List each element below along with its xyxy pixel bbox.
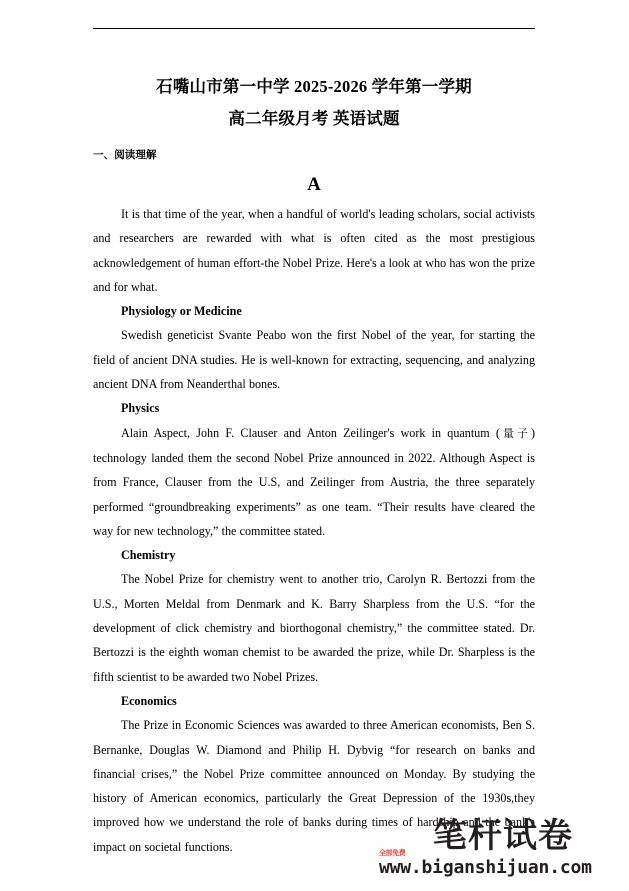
section-label-reading-comprehension: 一、阅读理解 [93,149,157,161]
paragraph-physics [93,421,535,543]
subheading-chemistry: Chemistry [121,548,176,563]
paragraph-chemistry: The Nobel Prize for chemistry went to another trio, Carolyn R. Bertozzi from the U.S., Morten Meldal from Denmark and K. Barry Sharpless from the U.S. “for the development of click chemistry and biorthogonal chemistry,” the committee stated. Dr. Bertozzi is the eighth woman chemist to be awarded the prize, while Dr. Sharpless is the fifth scientist to be awarded two Nobel Prizes. [93,572,535,684]
paragraph-physics-part1: Alain Aspect, John F. Clauser and Anton Zeilinger's work in quantum ( [121,425,500,440]
subheading-physiology-or-medicine: Physiology or Medicine [121,304,242,319]
watermark-brand-text: 笔杆试卷 [433,816,573,856]
subheading-economics: Economics [121,693,177,708]
document-content [93,72,535,859]
header-divider-rule [93,28,535,29]
paragraph-physiology: Swedish geneticist Svante Peabo won the first Nobel of the year, for starting the field of ancient DNA studies. He is well-known for extracting, sequencing, and analyzing ancient DNA from Neanderthal bones. [93,328,535,392]
page-title: 石嘴山市第一中学 2025-2026 学年第一学期 [156,77,472,96]
watermark-url-text: www.biganshijuan.com [379,857,592,878]
physics-chinese-gloss: 量子 [499,426,531,440]
watermark-free-badge: 全部免费 [379,849,406,857]
watermark [379,817,611,881]
passage-letter-heading: A [307,174,321,195]
paragraph-economics: The Prize in Economic Sciences was awarded to three American economists, Ben S. Bernanke, Douglas W. Diamond and Philip H. Dybvig “for research on banks and financial crises,” the Nobel Prize committee announced on Monday. By studying the history of American economics, particularly the Great Depression of the 1930s,they improved how we understand the role of banks during times of hardship and the bank's impact on societal functions. [93,718,535,854]
paragraph-physics-part2: ) technology landed them the second Nobel Prize announced in 2022. Although Aspect is from France, Clauser from the U.S, and Zeilinger from Austria, the three separately performed “groundbreaking experiments” as one team. “Their results have cleared the way for new technology,” the committee stated. [93,425,535,538]
subheading-physics: Physics [121,401,160,416]
paragraph-intro: It is that time of the year, when a handful of world's leading scholars, social activists and researchers are rewarded with what is often cited as the most prestigious acknowledgement of human effort-the Nobel Prize. Here's a look at who has won the prize and for what. [93,207,535,294]
page-subtitle: 高二年级月考 英语试题 [228,109,400,128]
